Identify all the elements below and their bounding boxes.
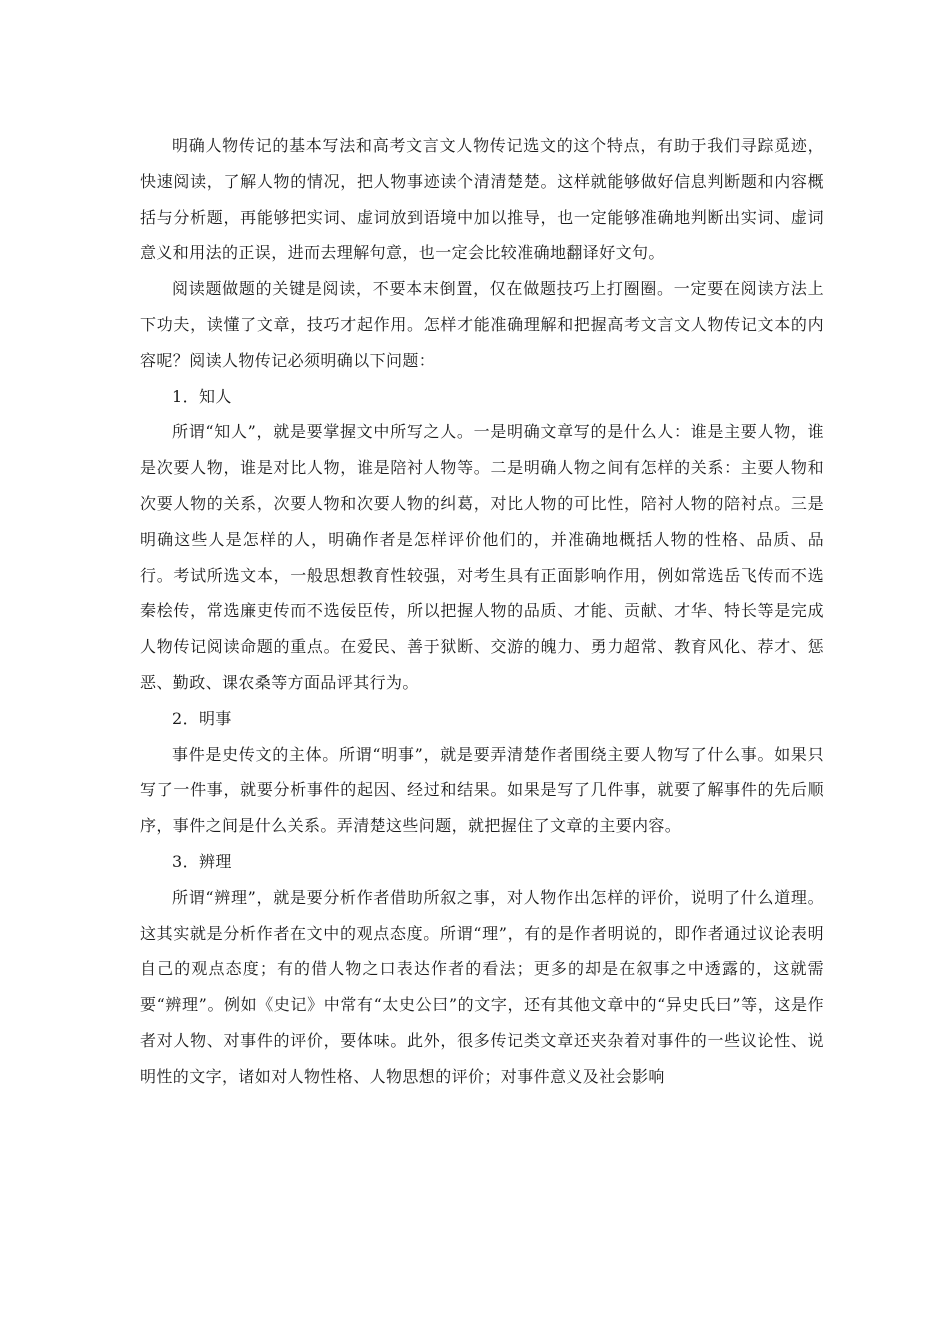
reading-method-paragraph: 阅读题做题的关键是阅读，不要本末倒置，仅在做题技巧上打圈圈。一定要在阅读方法上下功夫，读懂了文章，技巧才起作用。怎样才能准确理解和把握高考文言文人物传记文本的内容呢？阅读人物传记必须明确以下问题： (140, 279, 824, 370)
clarify-events-paragraph: 事件是史传文的主体。所谓“明事”，就是要弄清楚作者围绕主要人物写了什么事。如果只写了一件事，就要分析事件的起因、经过和结果。如果是写了几件事，就要了解事件的先后顺序，事件之间是什么关系。弄清楚这些问题，就把握住了文章的主要内容。 (140, 744, 824, 836)
section-heading-discern-reason: 3．辨理 (172, 851, 232, 871)
intro-paragraph: 明确人物传记的基本写法和高考文言文人物传记选文的这个特点，有助于我们寻踪觅迹，快速阅读，了解人物的情况，把人物事迹读个清清楚楚。这样就能够做好信息判断题和内容概括与分析题，再能够把实词、虚词放到语境中加以推导，也一定能够准确地判断出实词、虚词意义和用法的正误，进而去理解句意，也一定会比较准确地翻译好文句。 (140, 136, 824, 263)
section-heading-know-person: 1．知人 (172, 386, 232, 406)
document-page (140, 128, 824, 1095)
section-heading-clarify-events: 2．明事 (172, 708, 232, 728)
know-person-paragraph: 所谓“知人”，就是要掌握文中所写之人。一是明确文章写的是什么人：谁是主要人物，谁是次要人物，谁是对比人物，谁是陪衬人物等。二是明确人物之间有怎样的关系：主要人物和次要人物的关系，次要人物和次要人物的纠葛，对比人物的可比性，陪衬人物的陪衬点。三是明确这些人是怎样的人，明确作者是怎样评价他们的，并准确地概括人物的性格、品质、品行。考试所选文本，一般思想教育性较强，对考生具有正面影响作用，例如常选岳飞传而不选秦桧传，常选廉吏传而不选佞臣传，所以把握人物的品质、才能、贡献、才华、特长等是完成人物传记阅读命题的重点。在爱民、善于狱断、交游的魄力、勇力超常、教育风化、荐才、惩恶、勤政、课农桑等方面品评其行为。 (140, 422, 824, 692)
discern-reason-paragraph: 所谓“辨理”，就是要分析作者借助所叙之事，对人物作出怎样的评价，说明了什么道理。这其实就是分析作者在文中的观点态度。所谓“理”，有的是作者明说的，即作者通过议论表明自己的观点态度；有的借人物之口表达作者的看法；更多的却是在叙事之中透露的，这就需要“辨理”。例如《史记》中常有“太史公曰”的文字，还有其他文章中的“异史氏曰”等，这是作者对人物、对事件的评价，要体味。此外，很多传记类文章还夹杂着对事件的一些议论性、说明性的文字，诸如对人物性格、人物思想的评价；对事件意义及社会影响 (140, 887, 824, 1086)
